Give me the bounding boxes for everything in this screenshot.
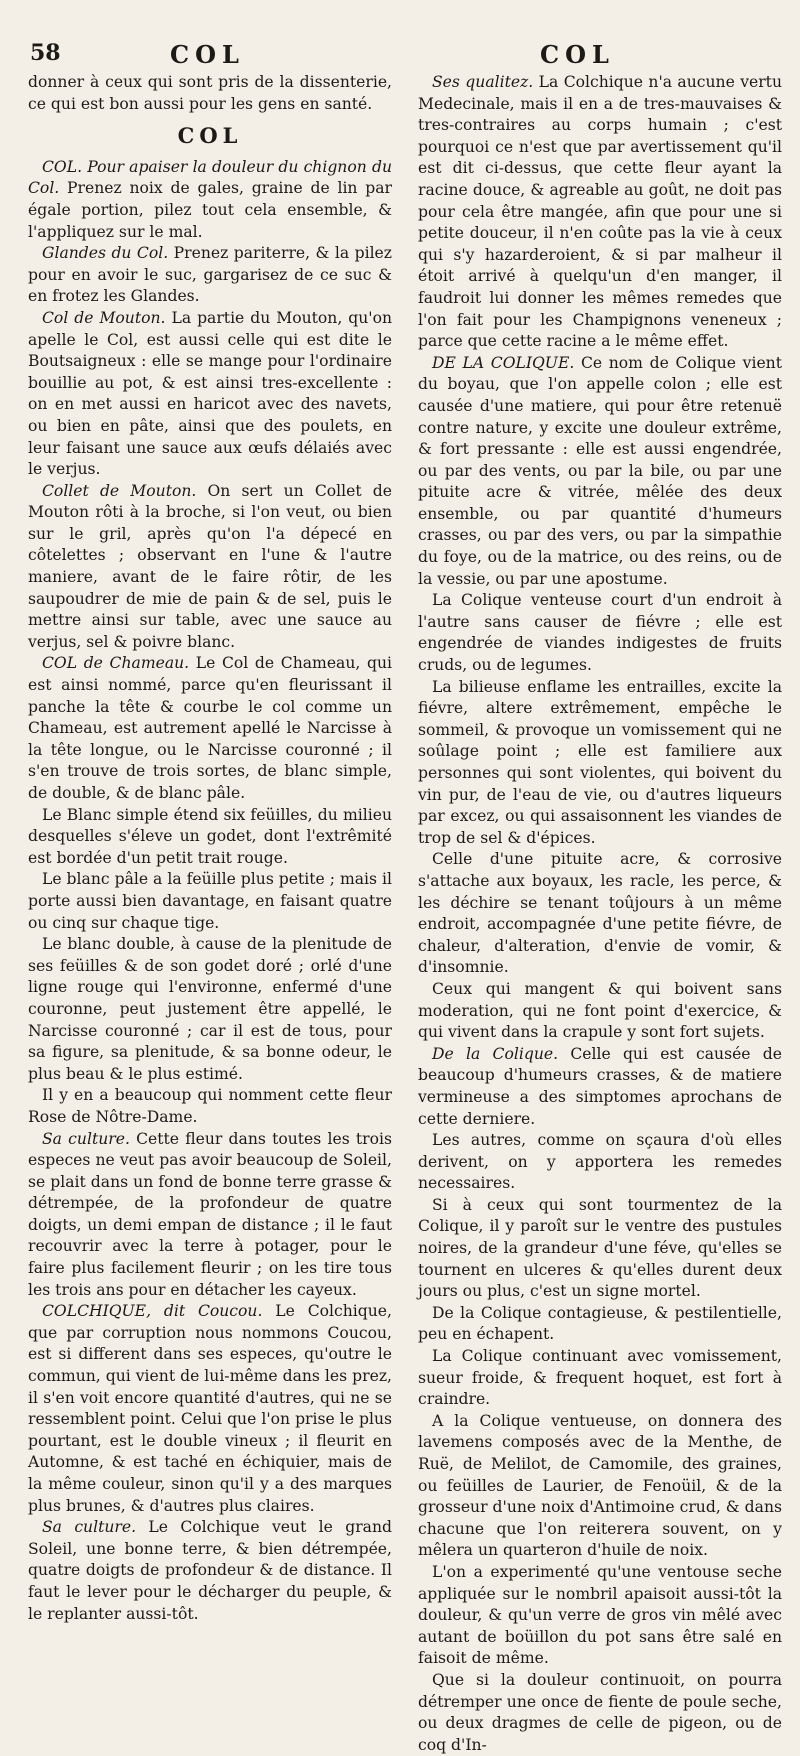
paragraph-lead: Collet de Mouton. (42, 481, 197, 500)
paragraph-text: Que si la douleur continuoit, on pourra détremper une once de fiente de poule seche, ou deux dragmes de celle de pigeon, ou de coq d'In- (418, 1670, 782, 1754)
paragraph (28, 869, 392, 934)
paragraph-lead: Glandes du Col. (42, 244, 169, 263)
paragraph-text: La partie du Mouton, qu'on apelle le Col, est aussi celle qui est dite le Boutsaigneux : elle se mange pour l'ordinaire bouillie au pot, & est ainsi tres-excellente : on en met aussi en haricot avec des navets, ou bien en pâte, ainsi que des poulets, en leur faisant une sauce aux œufs délaiés avec le verjus. (28, 308, 392, 479)
paragraph (28, 157, 392, 243)
paragraph (418, 1303, 782, 1346)
paragraph (418, 353, 782, 591)
paragraph (418, 849, 782, 979)
paragraph (28, 934, 392, 1085)
paragraph-text: Le blanc double, à cause de la plenitude de ses feüilles & de son godet doré ; orlé d'une ligne rouge qui l'environne, enfermé d'une couronne, peut justement être appellé, le Narcisse couronné ; car il est de tous, pour sa figure, sa plenitude, & sa bonne odeur, le plus beau & le plus estimé. (28, 935, 392, 1083)
paragraph-text: Si à ceux qui sont tourmentez de la Colique, il y paroît sur le ventre des pustules noires, de la grandeur d'une féve, qu'elles se tournent en ulceres & qu'elles durent deux jours ou plus, c'est un signe mortel. (418, 1195, 782, 1301)
paragraph (418, 1195, 782, 1303)
paragraph (418, 1562, 782, 1670)
paragraph-lead: DE LA COLIQUE. (432, 353, 575, 372)
paragraph (418, 1670, 782, 1756)
running-head-right: COL (540, 40, 615, 69)
paragraph-lead: COLCHIQUE, dit Coucou. (42, 1302, 263, 1321)
paragraph-text: L'on a experimenté qu'une ventouse seche appliquée sur le nombril apaisoit aussi-tôt la douleur, & qu'un verre de gros vin mêlé avec autant de boüillon du pot sans être salé en faisoit de même. (418, 1562, 782, 1668)
paragraph-lead: Col de Mouton. (42, 308, 166, 327)
paragraph (28, 481, 392, 654)
paragraph-text: La Colchique n'a aucune vertu Medecinale, mais il en a de tres-mauvaises & tres-contraires au corps humain ; c'est pourquoi ce n'est que par avertissement qu'il est dit ci-dessus, que cette fleur ayant la racine douce, & agreable au goût, ne doit pas pour cela être mangée, afin que pour une si petite douceur, il n'en coûte pas la vie à ceux qui s'y hazarderoient, & si par malheur il étoit arrivé à quelqu'un d'en manger, il faudroit lui donner les mêmes remedes que l'on fait pour les Champignons veneneux ; parce que cette racine a le même effet. (418, 73, 782, 351)
paragraph (418, 1411, 782, 1562)
paragraph (28, 308, 392, 481)
paragraph-lead: COL de Chameau. (42, 654, 190, 673)
paragraph-text: De la Colique contagieuse, & pestilentielle, peu en échapent. (418, 1303, 782, 1344)
paragraph-text: Cette fleur dans toutes les trois especes ne veut pas avoir beaucoup de Soleil, se plait dans un fond de bonne terre grasse & détrempée, de la profondeur de quatre doigts, un demi empan de distance ; il le faut recouvrir avec la terre à potager, pour le faire plus facilement fleurir ; on les tire tous les trois ans pour en détacher les cayeux. (28, 1129, 393, 1299)
paragraph-text: Le Blanc simple étend six feüilles, du milieu desquelles s'éleve un godet, dont l'extrêmité est bordée d'un petit trait rouge. (28, 805, 392, 867)
paragraph-lead: Sa culture. (42, 1129, 130, 1148)
text-columns (28, 72, 782, 1756)
left-column (28, 72, 392, 1756)
paragraph-text: Ce nom de Colique vient du boyau, que l'on appelle colon ; elle est causée d'une matiere, qui pour être retenuë contre nature, y excite une douleur extrême, & fort pressante : elle est aussi engendrée, ou par des vents, ou par la bile, ou par une pituite acre & vitrée, mêlée des deux ensemble, ou par quantité d'humeurs crasses, ou par des vers, ou par la simpathie du foye, ou de la matrice, ou des reins, ou de la vessie, ou par une apostume. (418, 353, 782, 588)
paragraph (28, 243, 392, 308)
paragraph-text: Le Col de Chameau, qui est ainsi nommé, parce qu'en fleurissant il panche la tête & courbe le col comme un Chameau, est autrement apellé le Narcisse à la tête longue, ou le Narcisse couronné ; il s'en trouve de trois sortes, de blanc simple, de double, & de blanc pâle. (28, 654, 393, 802)
paragraph-text: La bilieuse enflame les entrailles, excite la fiévre, altere extrêmement, empêche le sommeil, & provoque un vomissement qui ne soûlage point ; elle est familiere aux personnes qui sont violentes, qui boivent du vin pur, de l'eau de vie, ou d'autres liqueurs par excez, ou qui assaisonnent les viandes de trop de sel & d'épices. (418, 677, 782, 847)
paragraph (418, 1044, 782, 1130)
paragraph (28, 653, 392, 804)
paragraph (28, 1129, 392, 1302)
paragraph-text: Les autres, comme on sçaura d'où elles derivent, on y apportera les remedes necessaires. (418, 1131, 782, 1193)
paragraph-lead: Ses qualitez. (432, 73, 534, 91)
paragraph-text: Prenez pariterre, & la pilez pour en avoir le suc, gargarisez de ce suc & en frotez les Glandes. (28, 244, 393, 306)
paragraph-text: Le blanc pâle a la feüille plus petite ; mais il porte aussi bien davantage, en faisant quatre ou cinq sur chaque tige. (28, 870, 392, 932)
running-head-left: COL (170, 40, 245, 69)
paragraph (418, 72, 782, 353)
paragraph-text: Prenez noix de gales, graine de lin par égale portion, pilez tout cela ensemble, & l'appliquez sur le mal. (28, 179, 392, 241)
paragraph-text: Le Colchique veut le grand Soleil, une bonne terre, & bien détrempée, quatre doigts de profondeur & de distance. Il faut le lever pour le décharger du peuple, & le replanter aussi-tôt. (28, 1518, 392, 1623)
paragraph-text: Le Colchique, que par corruption nous nommons Coucou, est si different dans ses especes, qu'outre le commun, qui vient de lui-même dans les prez, il s'en voit encore quantité d'autres, qui ne se ressemblent point. Celui que l'on prise le plus pourtant, est le double vineux ; il fleurit en Automne, & est taché en échiquier, mais de la même couleur, sinon qu'il y a des marques plus brunes, & d'autres plus claires. (28, 1302, 392, 1515)
paragraph-text: A la Colique ventueuse, on donnera des lavemens composés avec de la Menthe, de Ruë, de Melilot, de Camomile, des graines, ou feüilles de Laurier, de Fenoüil, & de la grosseur d'une noix d'Antimoine crud, & dans chacune que l'on reiterera souvent, on y mêlera un quarteron d'huile de noix. (418, 1411, 782, 1560)
paragraph-lead: Sa culture. (42, 1518, 137, 1537)
right-column (418, 72, 782, 1756)
paragraph-text: Ceux qui mangent & qui boivent sans moderation, qui ne font point d'exercice, & qui vivent dans la crapule y sont fort sujets. (418, 979, 782, 1042)
paragraph (418, 1130, 782, 1195)
paragraph-text: Celle qui est causée de beaucoup d'humeurs crasses, & de matiere vermineuse a des simptomes aprochans de cette derniere. (418, 1044, 783, 1128)
paragraph-text: La Colique venteuse court d'un endroit à l'autre sans causer de fiévre ; elle est engendrée de viandes indigestes de fruits cruds, ou de legumes. (418, 591, 782, 675)
section-title: COL (177, 123, 243, 149)
intro-paragraph: donner à ceux qui sont pris de la dissenterie, ce qui est bon aussi pour les gens en santé. (28, 73, 392, 113)
paragraph-text: Il y en a beaucoup qui nomment cette fleur Rose de Nôtre-Dame. (28, 1086, 392, 1126)
paragraph (28, 1301, 392, 1517)
paragraph-text: Celle d'une pituite acre, & corrosive s'attache aux boyaux, les racle, les perce, & les déchire se tenant toûjours à un même endroit, accompagnée d'une petite fiévre, de chaleur, d'alteration, d'envie de vomir, & d'insomnie. (418, 850, 782, 977)
page-number: 58 (30, 40, 61, 66)
paragraph-text: La Colique continuant avec vomissement, sueur froide, & frequent hoquet, est fort à craindre. (418, 1347, 782, 1409)
paragraph (418, 979, 782, 1044)
paragraph (418, 677, 782, 850)
paragraph (418, 590, 782, 676)
paragraph-text: On sert un Collet de Mouton rôti à la broche, si l'on veut, ou bien sur le gril, après qu'on l'a dépecé en côtelettes ; observant en l'une & l'autre maniere, avant de le faire rôtir, de les saupoudrer de mie de pain & de sel, puis le mettre ainsi sur table, avec une sauce au verjus, sel & poivre blanc. (28, 481, 392, 651)
paragraph (418, 1346, 782, 1411)
paragraph (28, 805, 392, 870)
paragraph-lead: De la Colique. (432, 1044, 559, 1063)
paragraph-lead: COL. Pour apaiser la douleur du chignon du Col. (28, 157, 392, 198)
paragraph (28, 1517, 392, 1625)
paragraph (28, 1085, 392, 1128)
